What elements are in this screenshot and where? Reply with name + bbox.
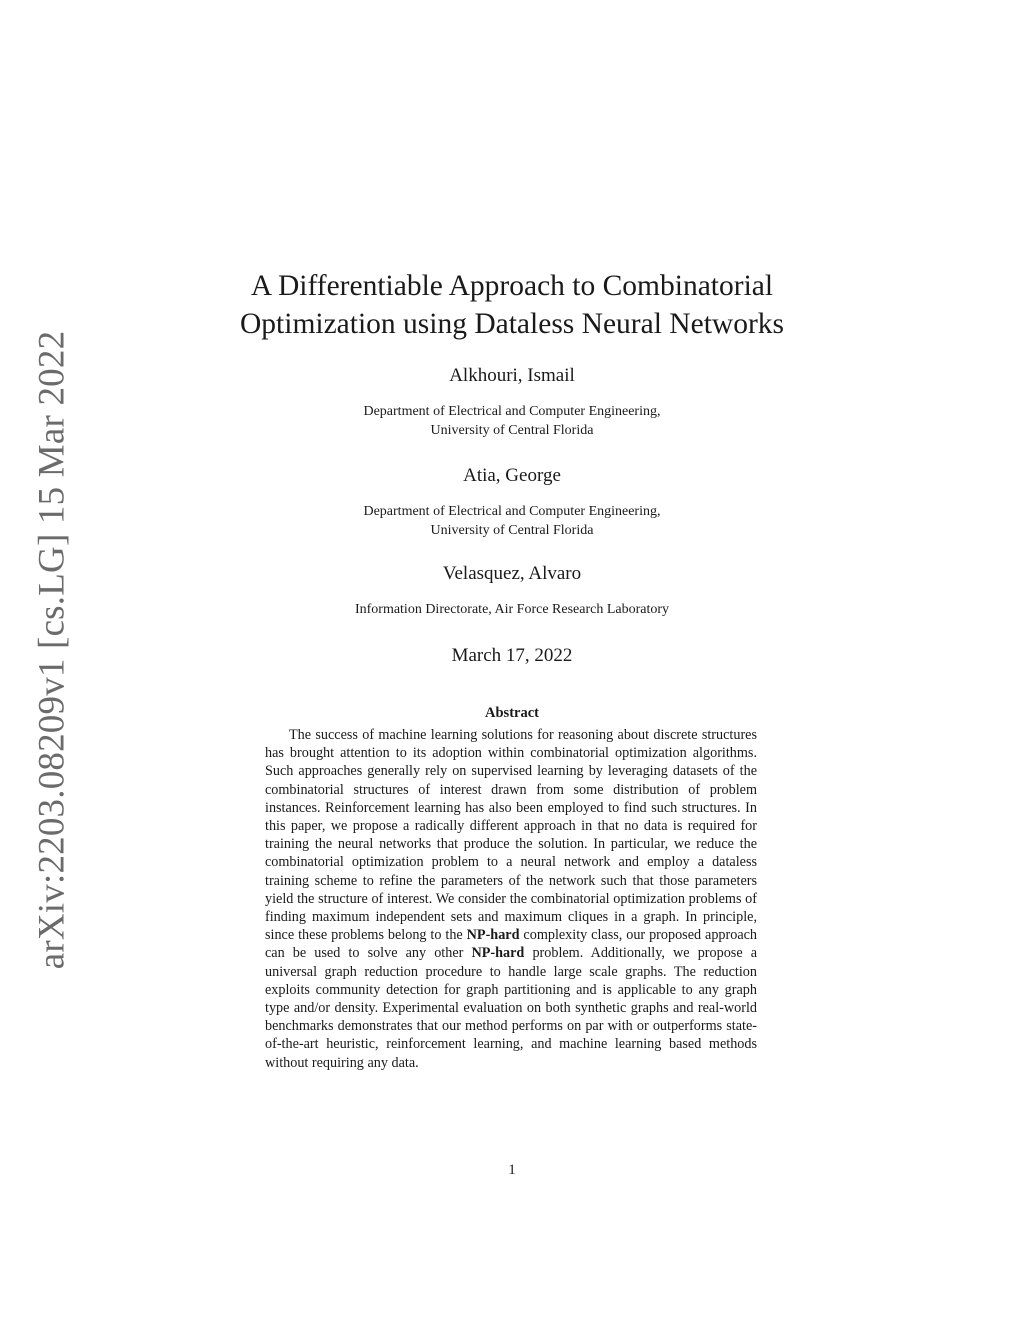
paper-date: March 17, 2022 [451, 645, 573, 666]
abstract-heading: Abstract [485, 705, 539, 721]
abstract-text: The success of machine learning solutions for reasoning about discrete structures has brought attention to its adoption within combinatorial optimization algorithms. Such approaches generally rely on supervised learning by leveraging datasets of the combinatorial structures of interest drawn from some distribution of problem instances. Reinforcement learning has also been employed to find such structures. In this paper, we propose a radically different approach in that no data is required for training the neural networks that produce the solution. In particular, we reduce the combinatorial optimization problem to a neural network and employ a dataless training scheme to refine the parameters of the network such that those parameters yield the structure of interest. We consider the combinatorial optimization problems of finding maximum independent sets and maximum cliques in a graph. In principle, since these problems belong to the [265, 727, 757, 944]
author-affiliation [212, 600, 812, 619]
np-hard-term: NP-hard [471, 945, 525, 962]
affiliation-line: Information Directorate, Air Force Research Laboratory [354, 602, 670, 617]
author-name: Velasquez, Alvaro [442, 563, 582, 584]
author-name: Atia, George [463, 465, 561, 486]
page-number: 1 [508, 1162, 516, 1178]
author-affiliation [212, 502, 812, 540]
author-name: Alkhouri, Ismail [449, 365, 575, 386]
author-affiliation [212, 402, 812, 440]
abstract-body [265, 726, 757, 1072]
title-line-1: A Differentiable Approach to Combinatorial [250, 270, 774, 302]
affiliation-line: Department of Electrical and Computer Engineering, [363, 504, 661, 519]
paper-title [212, 267, 812, 343]
title-line-2: Optimization using Dataless Neural Networks [240, 308, 784, 340]
affiliation-line: University of Central Florida [430, 423, 594, 438]
abstract-text: problem. Additionally, we propose a universal graph reduction procedure to handle large scale graphs. The reduction exploits community detection for graph partitioning and is applicable to any graph type and/or density. Experimental evaluation on both synthetic graphs and real-world benchmarks demonstrates that our method performs on par with or outperforms state-of-the-art heuristic, reinforcement learning, and machine learning based methods without requiring any data. [265, 945, 758, 1071]
arxiv-stamp: arXiv:2203.08209v1 [cs.LG] 15 Mar 2022 [31, 330, 73, 970]
affiliation-line: University of Central Florida [430, 523, 594, 538]
abstract-text: complexity class, our proposed approach can be used to solve any other [265, 927, 758, 962]
affiliation-line: Department of Electrical and Computer Engineering, [363, 404, 661, 419]
np-hard-term: NP-hard [466, 927, 520, 944]
